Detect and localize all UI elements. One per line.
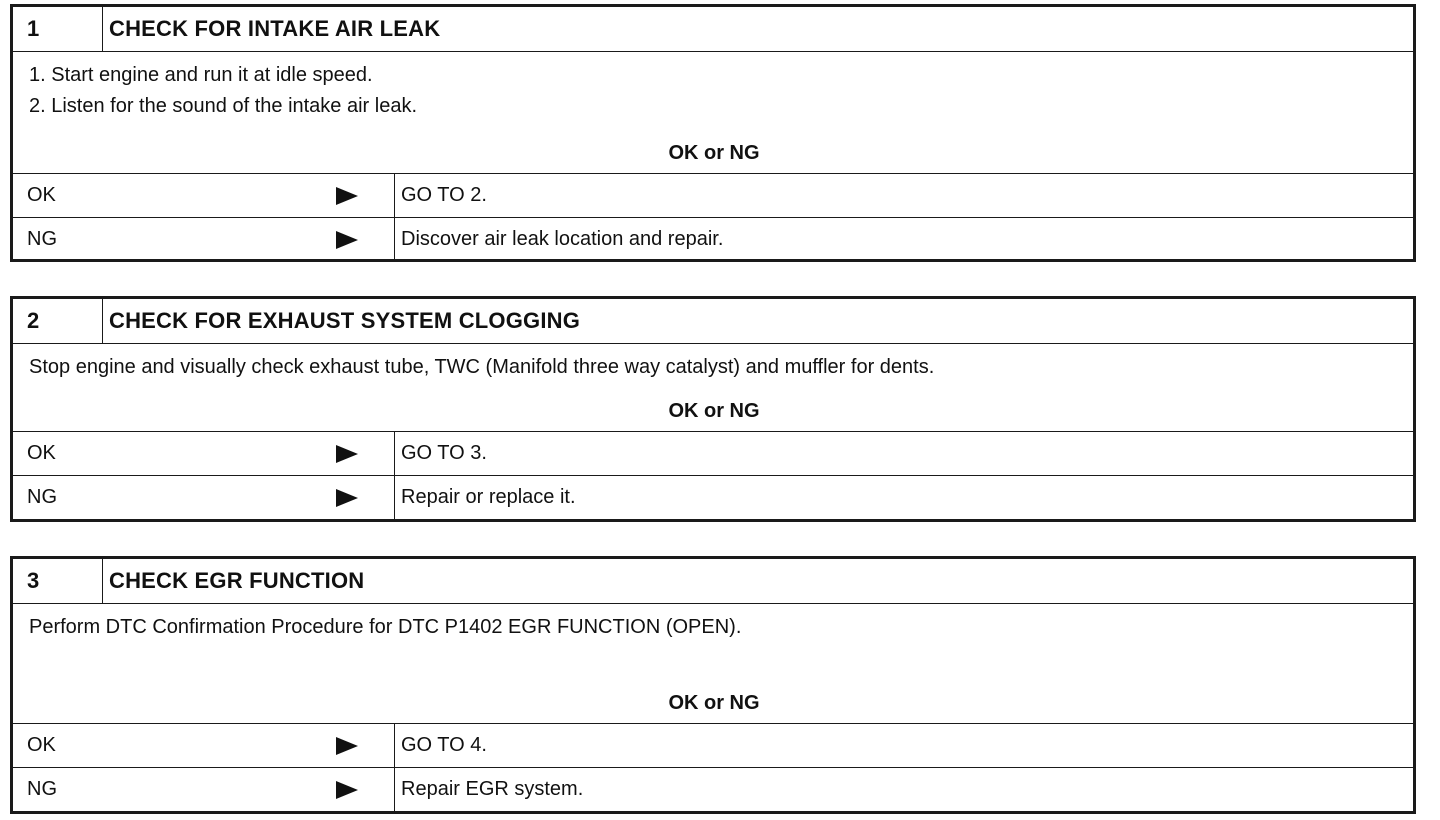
instruction-item: 2. Listen for the sound of the intake air leak. [29,95,418,117]
step-title: CHECK FOR EXHAUST SYSTEM CLOGGING [109,308,581,333]
result-label-text: NG [27,778,57,800]
instruction-list [13,52,1413,122]
result-label-text: OK [27,442,56,464]
result-label [13,476,395,519]
arrow-right-icon [336,187,358,205]
instruction-text: Perform DTC Confirmation Procedure for DTC P1402 EGR FUNCTION (OPEN). [29,616,742,638]
arrow-right-icon [336,231,358,249]
result-row-ok [13,173,1413,217]
step-header [13,299,1413,343]
instruction-item: 1. Start engine and run it at idle speed. [29,64,373,86]
result-label [13,432,395,475]
step-instructions [13,51,1413,173]
step-header [13,559,1413,603]
result-label-text: NG [27,486,57,508]
arrow-right-icon [336,781,358,799]
result-label [13,768,395,811]
step-number: 3 [13,559,103,603]
result-action: GO TO 4. [401,734,487,756]
step-instructions [13,343,1413,431]
arrow-right-icon [336,445,358,463]
step-number: 1 [13,7,103,51]
step-title: CHECK EGR FUNCTION [109,568,365,593]
ok-ng-label: OK or NG [668,692,760,714]
result-label-text: OK [27,184,56,206]
step-3-box [10,556,1416,814]
step-number: 2 [13,299,103,343]
result-label [13,174,395,217]
result-row-ok [13,431,1413,475]
result-action: GO TO 3. [401,442,487,464]
result-row-ng [13,767,1413,811]
result-row-ok [13,723,1413,767]
result-row-ng [13,475,1413,519]
step-header [13,7,1413,51]
result-action: Repair EGR system. [401,778,584,800]
result-action: Discover air leak location and repair. [401,228,724,250]
ok-ng-label: OK or NG [668,142,760,164]
result-action: GO TO 2. [401,184,487,206]
result-label [13,218,395,261]
ok-ng-label: OK or NG [668,400,760,422]
result-label-text: OK [27,734,56,756]
result-label-text: NG [27,228,57,250]
arrow-right-icon [336,489,358,507]
step-title: CHECK FOR INTAKE AIR LEAK [109,16,441,41]
result-label [13,724,395,767]
arrow-right-icon [336,737,358,755]
instruction-text: Stop engine and visually check exhaust tube, TWC (Manifold three way catalyst) and muffler for dents. [29,356,935,378]
step-2-box [10,296,1416,522]
step-instructions [13,603,1413,723]
result-row-ng [13,217,1413,261]
result-action: Repair or replace it. [401,486,576,508]
step-1-box [10,4,1416,262]
